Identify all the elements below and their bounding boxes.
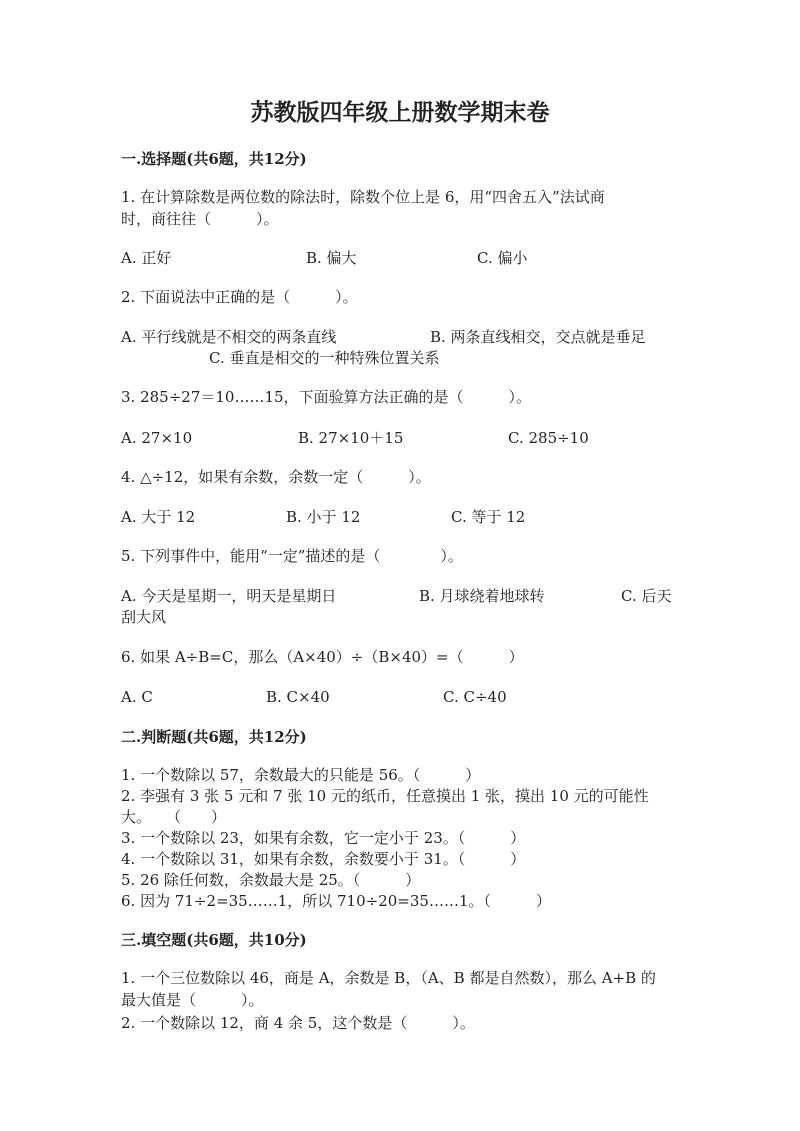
option-a: A. 27×10 [121, 429, 193, 447]
question-stem: 时，商往往（ ）。 [121, 210, 279, 228]
page-title: 苏教版四年级上册数学期末卷 [250, 99, 550, 126]
fill-item: 1. 一个三位数除以 46，商是 A，余数是 B，（A、B 都是自然数），那么 A+B 的 [121, 969, 656, 987]
option-b: B. 两条直线相交，交点就是垂足 [430, 328, 646, 346]
judge-item: 4. 一个数除以 31，如果有余数，余数要小于 31。（ ） [121, 850, 526, 868]
question-stem: 6. 如果 A÷B=C，那么（A×40）÷（B×40）=（ ） [121, 648, 524, 666]
option-c: C. 285÷10 [508, 429, 589, 447]
option-b: B. 偏大 [306, 249, 357, 267]
question-stem: 3. 285÷27＝10……15，下面验算方法正确的是（ ）。 [121, 388, 532, 406]
question-stem: 4. △÷12，如果有余数，余数一定（ ）。 [121, 468, 431, 486]
section-heading-choice: 一.选择题(共6题，共12分) [121, 150, 307, 168]
fill-item: 2. 一个数除以 12，商 4 余 5，这个数是（ ）。 [121, 1014, 475, 1032]
fill-item-continued: 最大值是（ ）。 [121, 991, 264, 1009]
question-stem: 5. 下列事件中，能用“一定”描述的是（ ）。 [121, 547, 463, 565]
judge-item: 2. 李强有 3 张 5 元和 7 张 10 元的纸币，任意摸出 1 张，摸出 10 元的可能性 [121, 787, 649, 805]
option-c: C. 等于 12 [451, 508, 526, 526]
option-c: C. 偏小 [477, 249, 528, 267]
option-a: A. 今天是星期一，明天是星期日 [121, 587, 337, 605]
option-c: C. 垂直是相交的一种特殊位置关系 [209, 349, 440, 367]
option-b: B. 27×10＋15 [298, 429, 404, 447]
judge-item-continued: 大。 （ ） [121, 808, 227, 826]
option-b: B. 月球绕着地球转 [419, 587, 545, 605]
option-c: C. 后天 [621, 587, 672, 605]
option-c: C. C÷40 [443, 688, 507, 706]
section-heading-fill: 三.填空题(共6题，共10分) [121, 931, 307, 949]
judge-item: 5. 26 除任何数，余数最大是 25。（ ） [121, 871, 421, 889]
option-c-continued: 刮大风 [121, 608, 167, 626]
section-heading-judge: 二.判断题(共6题，共12分) [121, 728, 307, 746]
option-a: A. 平行线就是不相交的两条直线 [121, 328, 337, 346]
question-stem: 1. 在计算除数是两位数的除法时，除数个位上是 6，用“四舍五入”法试商 [121, 188, 605, 206]
question-stem: 2. 下面说法中正确的是（ ）。 [121, 288, 358, 306]
option-a: A. 正好 [121, 249, 172, 267]
judge-item: 1. 一个数除以 57，余数最大的只能是 56。（ ） [121, 766, 481, 784]
option-a: A. C [121, 688, 153, 706]
judge-item: 6. 因为 71÷2=35……1，所以 710÷20=35……1。（ ） [121, 892, 551, 910]
option-a: A. 大于 12 [121, 508, 196, 526]
judge-item: 3. 一个数除以 23，如果有余数，它一定小于 23。（ ） [121, 829, 526, 847]
option-b: B. 小于 12 [286, 508, 361, 526]
option-b: B. C×40 [266, 688, 330, 706]
